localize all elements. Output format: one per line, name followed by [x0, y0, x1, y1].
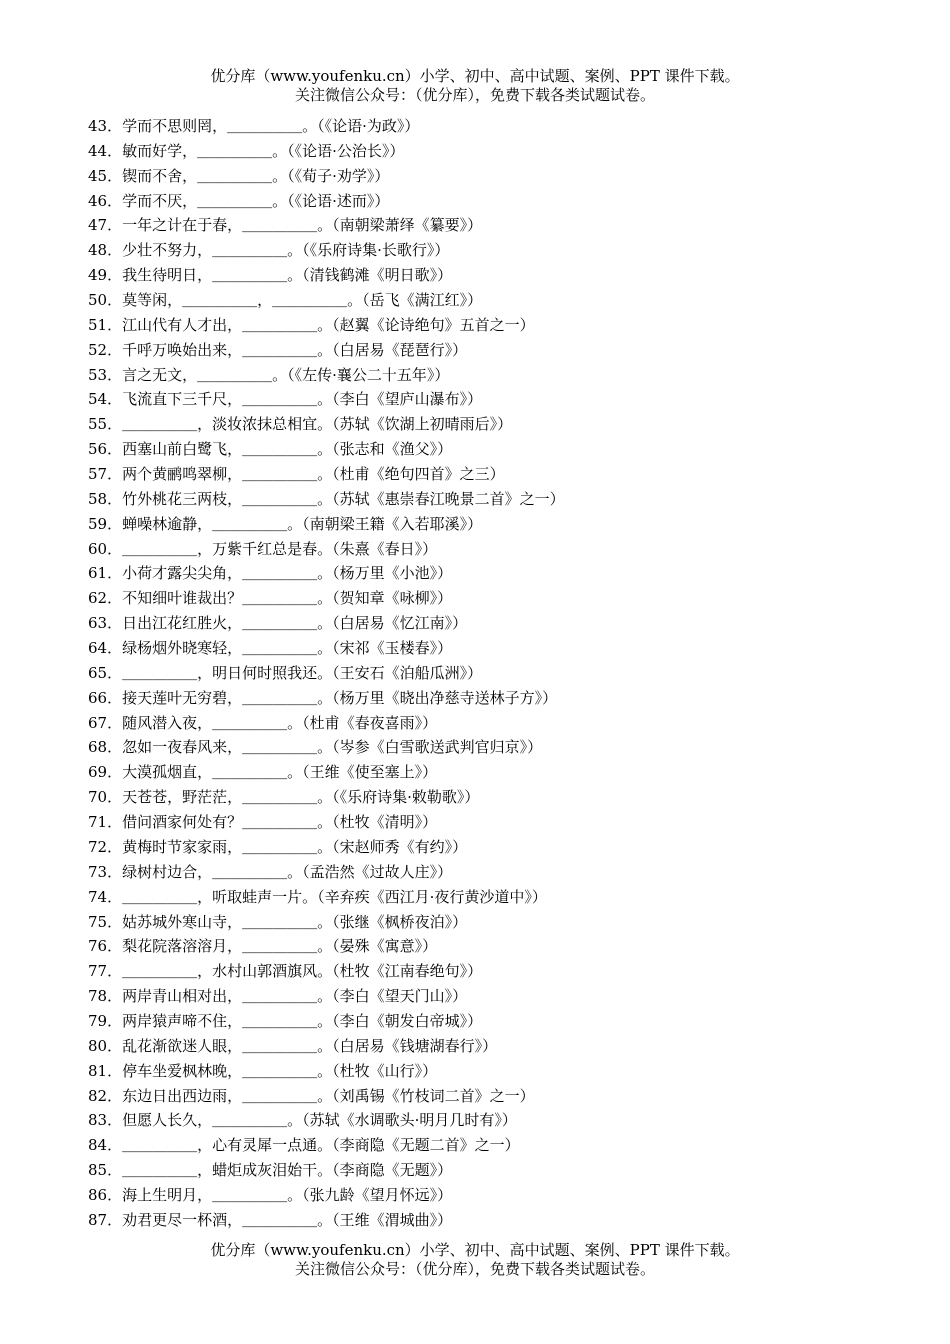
question-item: 60．＿＿＿＿＿，万紫千红总是春。（朱熹《春日》） — [88, 539, 438, 558]
question-item: 47．一年之计在于春，＿＿＿＿＿。（南朝梁萧绎《纂要》） — [88, 216, 483, 235]
question-item: 49．我生待明日，＿＿＿＿＿。（清钱鹤滩《明日歌》） — [88, 266, 453, 285]
question-item: 53．言之无文，＿＿＿＿＿。（《左传·襄公二十五年》） — [88, 365, 450, 384]
question-item: 69．大漠孤烟直，＿＿＿＿＿。（王维《使至塞上》） — [88, 763, 438, 782]
question-item: 66．接天莲叶无穷碧，＿＿＿＿＿。（杨万里《晓出净慈寺送林子方》） — [88, 688, 558, 707]
question-item: 70．天苍苍，野茫茫，＿＿＿＿＿。（《乐府诗集·敕勒歌》） — [88, 788, 480, 807]
question-item: 85．＿＿＿＿＿，蜡炬成灰泪始干。（李商隐《无题》） — [88, 1161, 453, 1180]
question-item: 44．敏而好学，＿＿＿＿＿。（《论语·公治长》） — [88, 141, 405, 160]
question-item: 67．随风潜入夜，＿＿＿＿＿。（杜甫《春夜喜雨》） — [88, 713, 438, 732]
question-item: 78．两岸青山相对出，＿＿＿＿＿。（李白《望天门山》） — [88, 987, 468, 1006]
question-item: 45．锲而不舍，＿＿＿＿＿。（《荀子·劝学》） — [88, 166, 390, 185]
question-item: 86．海上生明月，＿＿＿＿＿。（张九龄《望月怀远》） — [88, 1185, 453, 1204]
question-item: 72．黄梅时节家家雨，＿＿＿＿＿。（宋赵师秀《有约》） — [88, 837, 468, 856]
question-item: 43．学而不思则罔，＿＿＿＿＿。（《论语·为政》） — [88, 117, 420, 135]
question-item: 56．西塞山前白鹭飞，＿＿＿＿＿。（张志和《渔父》） — [88, 440, 453, 459]
header-line-1: 优分库（www.youfenku.cn）小学、初中、高中试题、案例、PPT 课件下载。 — [210, 67, 740, 85]
question-item: 73．绿树村边合，＿＿＿＿＿。（孟浩然《过故人庄》） — [88, 862, 453, 881]
question-item: 51．江山代有人才出，＿＿＿＿＿。（赵翼《论诗绝句》五首之一） — [88, 315, 535, 334]
question-item: 59．蝉噪林逾静，＿＿＿＿＿。（南朝梁王籍《入若耶溪》） — [88, 514, 483, 533]
page-footer — [0, 1241, 950, 1279]
question-item: 65．＿＿＿＿＿，明日何时照我还。（王安石《泊船瓜洲》） — [88, 663, 483, 682]
question-item: 62．不知细叶谁裁出？＿＿＿＿＿。（贺知章《咏柳》） — [88, 589, 453, 608]
header-line-2: 关注微信公众号：（优分库），免费下载各类试题试卷。 — [294, 86, 655, 104]
question-item: 58．竹外桃花三两枝，＿＿＿＿＿。（苏轼《惠崇春江晚景二首》之一） — [88, 489, 565, 508]
question-item: 83．但愿人长久，＿＿＿＿＿。（苏轼《水调歌头·明月几时有》） — [88, 1111, 517, 1130]
question-item: 71．借问酒家何处有？＿＿＿＿＿。（杜牧《清明》） — [88, 813, 438, 832]
question-item: 87．劝君更尽一杯酒，＿＿＿＿＿。（王维《渭城曲》） — [88, 1210, 453, 1229]
page-header — [0, 67, 950, 105]
footer-line-1: 优分库（www.youfenku.cn）小学、初中、高中试题、案例、PPT 课件下载。 — [210, 1241, 740, 1259]
question-item: 54．飞流直下三千尺，＿＿＿＿＿。（李白《望庐山瀑布》） — [88, 390, 483, 409]
footer-line-2: 关注微信公众号：（优分库），免费下载各类试题试卷。 — [294, 1260, 655, 1278]
question-item: 52．千呼万唤始出来，＿＿＿＿＿。（白居易《琵琶行》） — [88, 340, 468, 359]
question-item: 84．＿＿＿＿＿，心有灵犀一点通。（李商隐《无题二首》之一） — [88, 1136, 520, 1155]
question-list — [88, 114, 928, 1233]
question-item: 77．＿＿＿＿＿，水村山郭酒旗风。（杜牧《江南春绝句》） — [88, 962, 483, 981]
question-item: 74．＿＿＿＿＿，听取蛙声一片。（辛弃疾《西江月·夜行黄沙道中》） — [88, 887, 547, 906]
question-item: 68．忽如一夜春风来，＿＿＿＿＿。（岑参《白雪歌送武判官归京》） — [88, 738, 543, 757]
question-item: 80．乱花渐欲迷人眼，＿＿＿＿＿。（白居易《钱塘湖春行》） — [88, 1036, 498, 1055]
question-item: 48．少壮不努力，＿＿＿＿＿。（《乐府诗集·长歌行》） — [88, 241, 450, 260]
question-item: 64．绿杨烟外晓寒轻，＿＿＿＿＿。（宋祁《玉楼春》） — [88, 639, 453, 658]
question-item: 55．＿＿＿＿＿，淡妆浓抹总相宜。（苏轼《饮湖上初晴雨后》） — [88, 415, 513, 434]
question-item: 63．日出江花红胜火，＿＿＿＿＿。（白居易《忆江南》） — [88, 614, 468, 633]
question-item: 75．姑苏城外寒山寺，＿＿＿＿＿。（张继《枫桥夜泊》） — [88, 912, 468, 931]
question-item: 61．小荷才露尖尖角，＿＿＿＿＿。（杨万里《小池》） — [88, 564, 453, 583]
question-item: 81．停车坐爱枫林晚，＿＿＿＿＿。（杜牧《山行》） — [88, 1061, 438, 1080]
question-item: 76．梨花院落溶溶月，＿＿＿＿＿。（晏殊《寓意》） — [88, 937, 438, 956]
question-item: 46．学而不厌，＿＿＿＿＿。（《论语·述而》） — [88, 191, 390, 210]
question-item: 50．莫等闲，＿＿＿＿＿，＿＿＿＿＿。（岳飞《满江红》） — [88, 291, 483, 310]
question-item: 79．两岸猿声啼不住，＿＿＿＿＿。（李白《朝发白帝城》） — [88, 1011, 483, 1030]
question-item: 82．东边日出西边雨，＿＿＿＿＿。（刘禹锡《竹枝词二首》之一） — [88, 1086, 535, 1105]
question-item: 57．两个黄鹂鸣翠柳，＿＿＿＿＿。（杜甫《绝句四首》之三） — [88, 465, 505, 484]
